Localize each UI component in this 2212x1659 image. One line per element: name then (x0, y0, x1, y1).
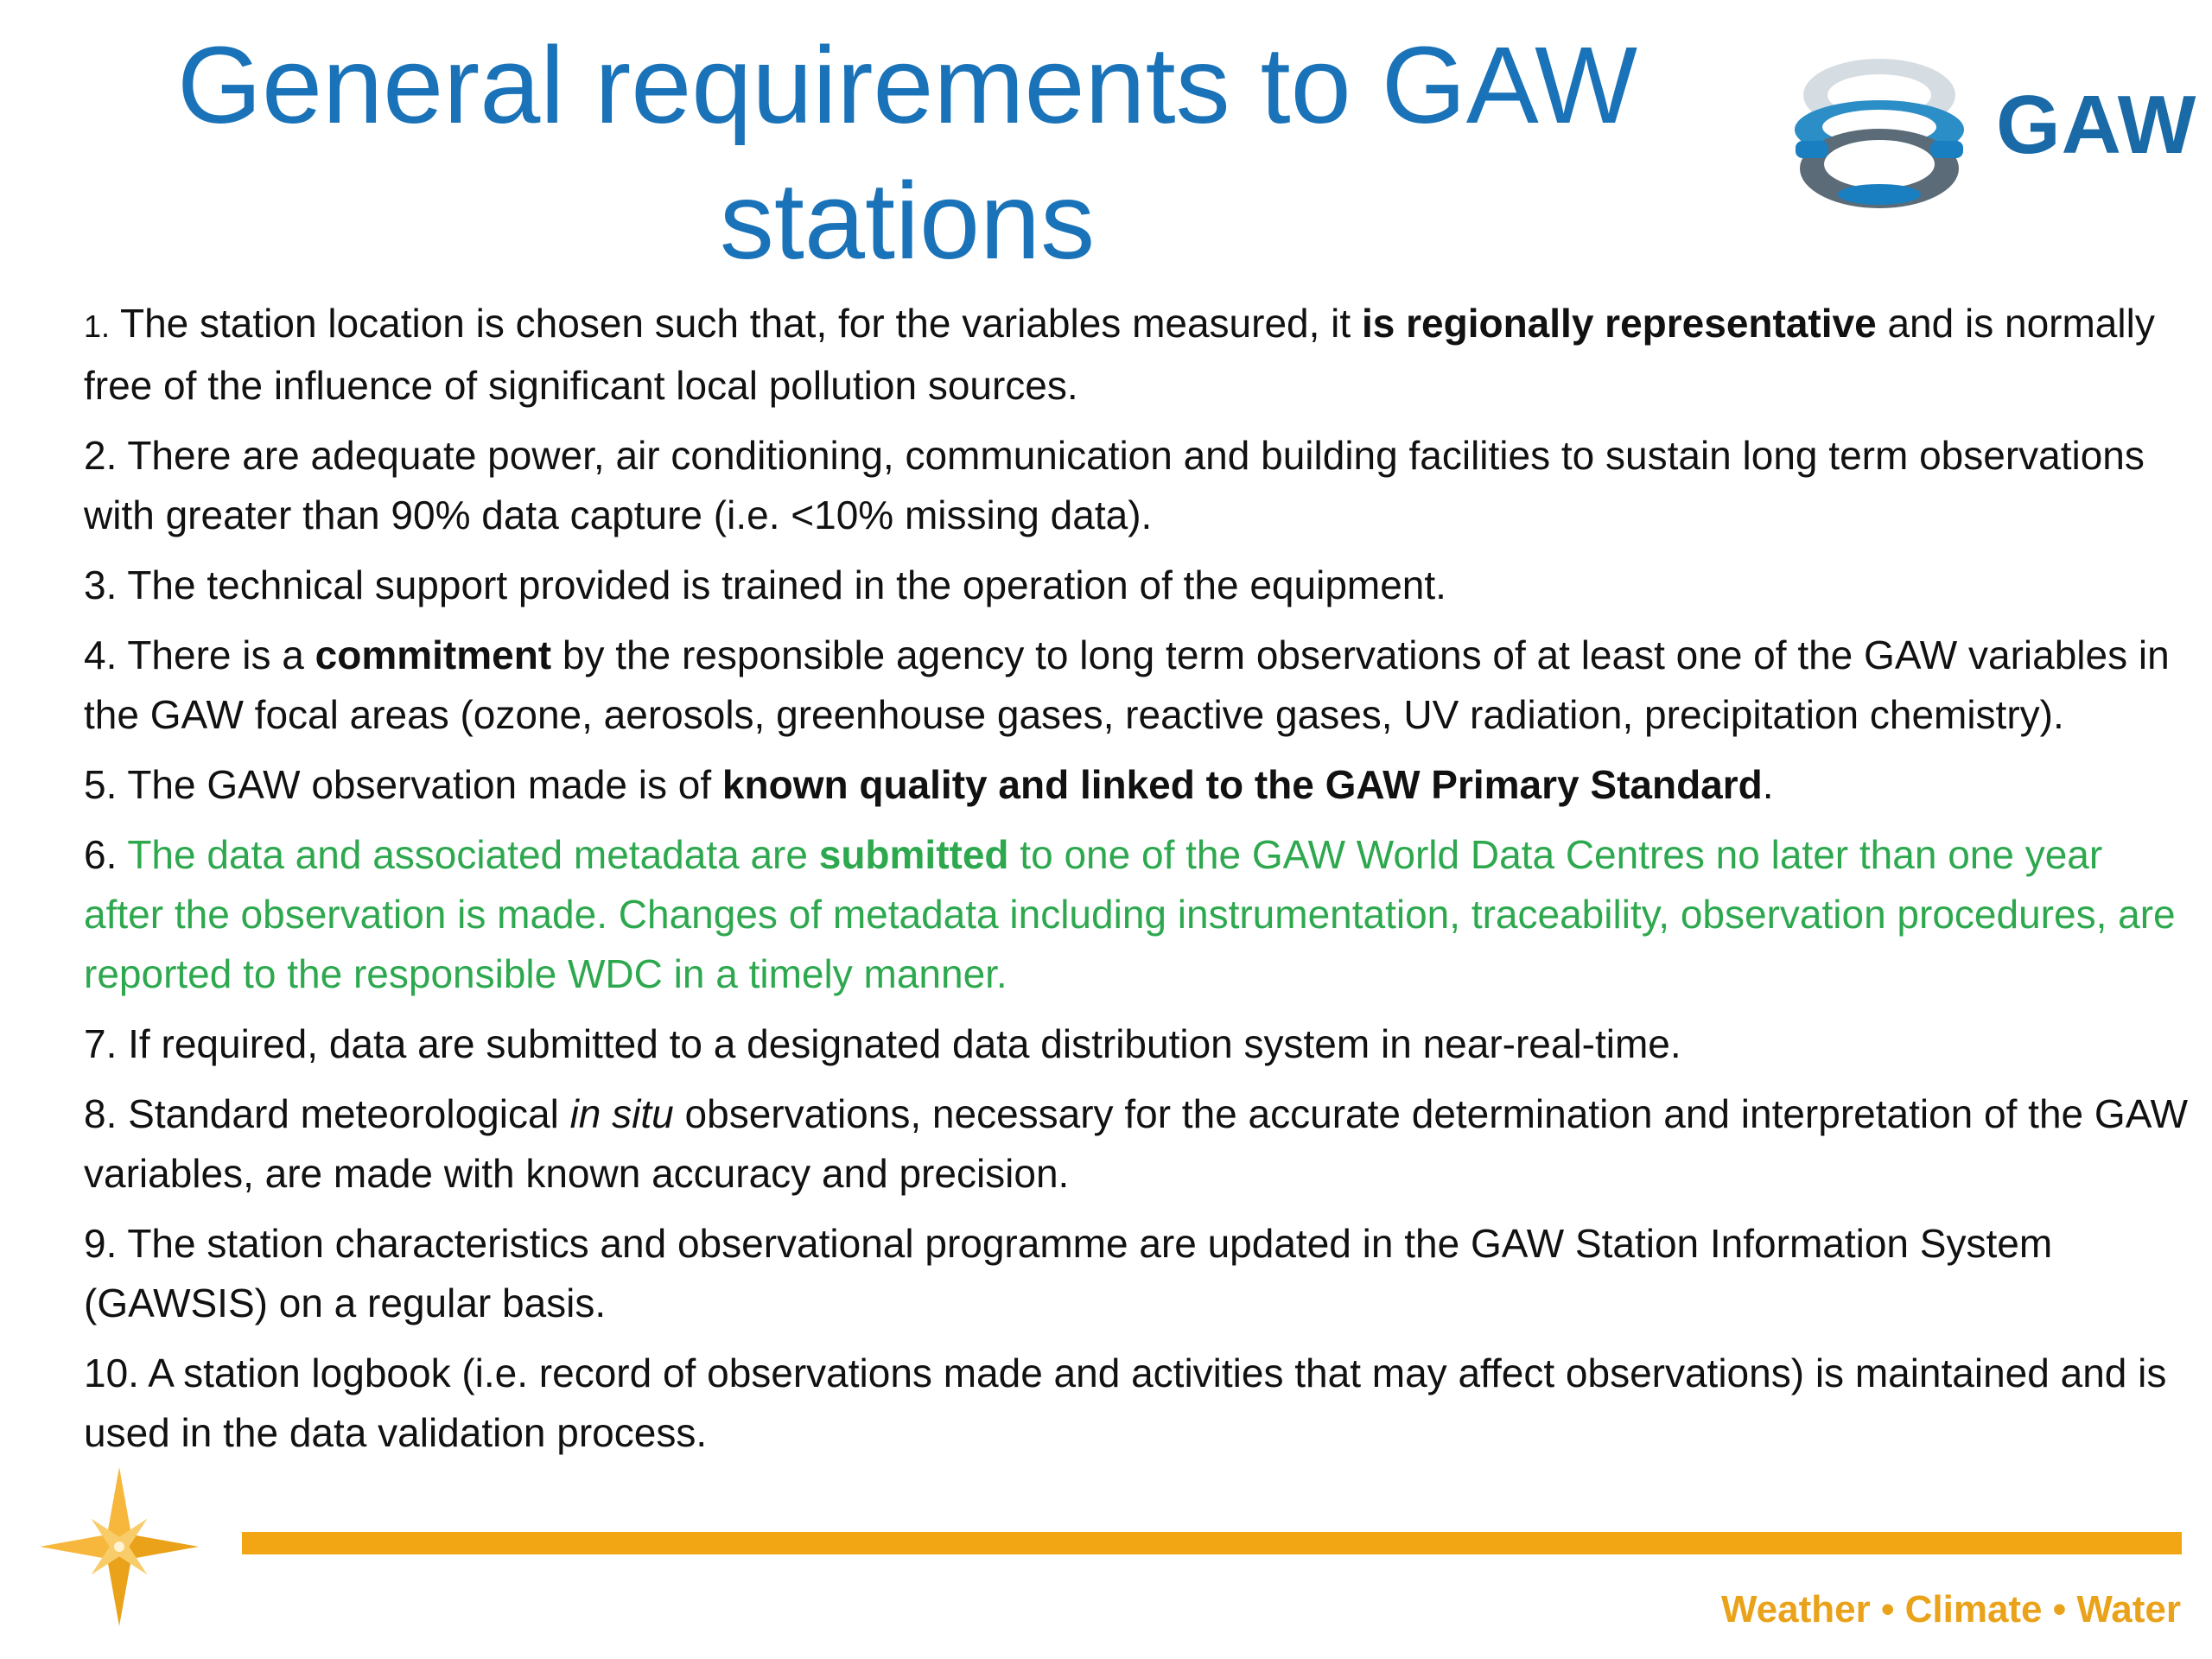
list-item: 9. The station characteristics and observational programme are updated in the GAW Station Information System (GAWSIS) on a regular basis. (84, 1221, 2053, 1325)
logo-text: GAW (1996, 79, 2197, 171)
title-line-1: General requirements to GAW (177, 24, 1637, 146)
title-line-2: stations (719, 160, 1096, 282)
list-item: 1. The station location is chosen such that, for the variables measured, it is regionally representative and is normally free of the influence of significant local pollution sources. (84, 301, 2155, 408)
requirements-list (84, 294, 2192, 1473)
list-item: 3. The technical support provided is trained in the operation of the equipment. (84, 563, 1446, 607)
gaw-logo (1789, 39, 2197, 225)
list-item-highlighted: 6. The data and associated metadata are submitted to one of the GAW World Data Centres no later than one year after the observation is made. Changes of metadata including instrumentation, traceability, observation procedures, are reported to the responsible WDC in a timely manner. (84, 832, 2176, 996)
list-item: 10. A station logbook (i.e. record of observations made and activities that may affect observations) is maintained and is used in the data validation process. (84, 1351, 2167, 1455)
list-item: 4. There is a commitment by the responsible agency to long term observations of at least one of the GAW variables in the GAW focal areas (ozone, aerosols, greenhouse gases, reactive gases, UV radiation, precipitation chemistry). (84, 632, 2170, 737)
footer-divider (242, 1532, 2182, 1554)
gaw-globe-icon (1789, 39, 1987, 225)
tagline: Weather • Climate • Water (1720, 1588, 2181, 1630)
list-item: 5. The GAW observation made is of known quality and linked to the GAW Primary Standard. (84, 762, 1774, 807)
compass-star-icon (33, 1460, 206, 1633)
slide-title (112, 17, 1702, 289)
list-item: 2. There are adequate power, air conditioning, communication and building facilities to sustain long term observations with greater than 90% data capture (i.e. <10% missing data). (84, 433, 2145, 537)
list-item: 7. If required, data are submitted to a designated data distribution system in near-real-time. (84, 1021, 1681, 1066)
list-item: 8. Standard meteorological in situ observations, necessary for the accurate determination and interpretation of the GAW variables, are made with known accuracy and precision. (84, 1091, 2189, 1196)
